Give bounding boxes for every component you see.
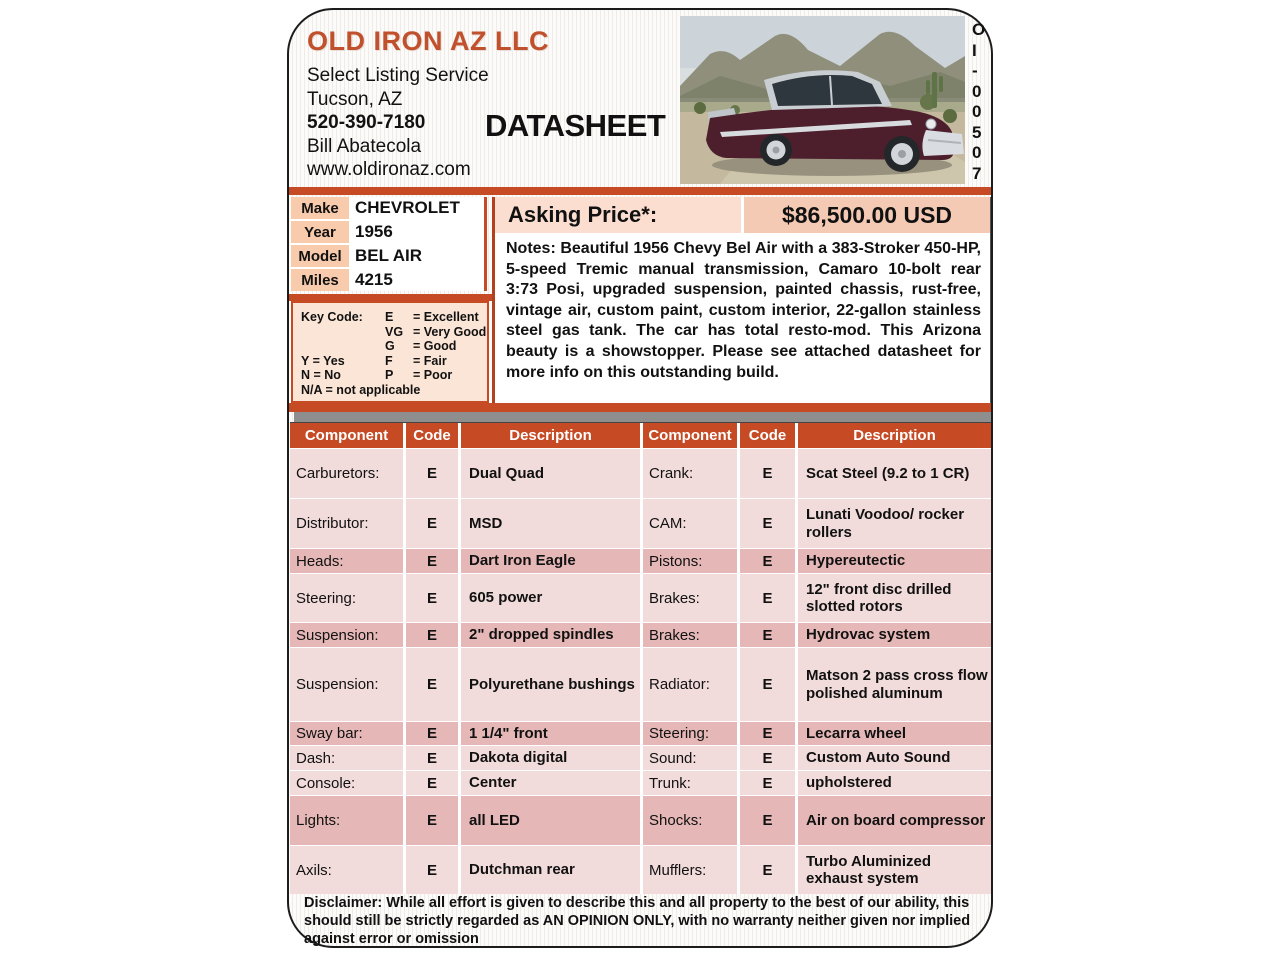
component-cell: Shocks: bbox=[643, 796, 737, 845]
description-cell: Center bbox=[461, 771, 640, 795]
asking-price-value: $86,500.00 USD bbox=[744, 197, 990, 233]
code-cell: E bbox=[740, 771, 795, 795]
component-cell: Sound: bbox=[643, 746, 737, 770]
code-cell: E bbox=[740, 574, 795, 622]
keycode-left bbox=[301, 340, 385, 354]
vehicle-field-value: CHEVROLET bbox=[351, 197, 482, 219]
description-cell: 1 1/4" front bbox=[461, 722, 640, 745]
keycode-meaning: = Excellent bbox=[413, 310, 479, 324]
stock-number bbox=[972, 20, 990, 184]
vehicle-field-value: 1956 bbox=[351, 221, 482, 243]
description-cell: 12" front disc drilled slotted rotors bbox=[798, 574, 991, 622]
stock-number-char: 0 bbox=[972, 81, 982, 101]
divider-bar-top bbox=[289, 187, 991, 195]
code-cell: E bbox=[406, 846, 458, 894]
description-cell: Air on board compressor bbox=[798, 796, 991, 845]
key-code-grid bbox=[301, 310, 487, 397]
code-cell: E bbox=[740, 449, 795, 498]
vehicle-summary-table bbox=[291, 197, 487, 291]
component-cell: Brakes: bbox=[643, 574, 737, 622]
divider-shadow-bar bbox=[294, 412, 991, 422]
key-code-legend bbox=[291, 301, 489, 403]
code-cell: E bbox=[406, 648, 458, 721]
component-cell: Sway bar: bbox=[290, 722, 403, 745]
vehicle-field-label: Miles bbox=[291, 269, 349, 291]
description-cell: Polyurethane bushings bbox=[461, 648, 640, 721]
table-header-cell: Code bbox=[740, 423, 795, 448]
description-cell: 605 power bbox=[461, 574, 640, 622]
stock-number-char: O bbox=[972, 20, 986, 39]
keycode-left bbox=[301, 326, 385, 340]
description-cell: Dakota digital bbox=[461, 746, 640, 770]
company-name: OLD IRON AZ LLC bbox=[307, 26, 549, 56]
stock-number-char: 0 bbox=[972, 102, 982, 121]
description-cell: upholstered bbox=[798, 771, 991, 795]
vehicle-field-label: Year bbox=[291, 221, 349, 243]
code-cell: E bbox=[740, 722, 795, 745]
table-header-cell: Description bbox=[798, 423, 991, 448]
photo-car-headlight bbox=[926, 119, 936, 129]
asking-price-label: Asking Price*: bbox=[495, 197, 741, 233]
stock-number-char: 0 bbox=[972, 143, 982, 162]
code-cell: E bbox=[406, 499, 458, 548]
stock-number-char: 5 bbox=[972, 122, 982, 142]
component-cell: Suspension: bbox=[290, 648, 403, 721]
keycode-code: F bbox=[385, 353, 393, 368]
code-cell: E bbox=[740, 499, 795, 548]
company-website: www.oldironaz.com bbox=[307, 159, 471, 180]
description-cell: Hydrovac system bbox=[798, 623, 991, 647]
code-cell: E bbox=[740, 623, 795, 647]
code-cell: E bbox=[406, 771, 458, 795]
description-cell: Dart Iron Eagle bbox=[461, 549, 640, 573]
divider-bar-left bbox=[289, 294, 493, 301]
keycode-meaning: = Poor bbox=[413, 368, 453, 382]
company-contact: Bill Abatecola bbox=[307, 135, 422, 157]
description-cell: Matson 2 pass cross flow polished aluminum bbox=[798, 648, 991, 721]
company-city: Tucson, AZ bbox=[307, 88, 403, 110]
description-cell: MSD bbox=[461, 499, 640, 548]
component-cell: Dash: bbox=[290, 746, 403, 770]
code-cell: E bbox=[406, 549, 458, 573]
description-cell: all LED bbox=[461, 796, 640, 845]
code-cell: E bbox=[406, 574, 458, 622]
notes-paragraph: Notes: Beautiful 1956 Chevy Bel Air with a 383-Stroker 450-HP, 5-speed Tremic manual transmission, Camaro 10-bolt rear 3:73 Posi, upgraded suspension, painted chassis, rust-free, vintage air, custom paint, custom interior, 22-gallon stainless steel gas tank. The car has total resto-mod. This Arizona beauty is a showstopper. Please see attached datasheet for more info on this outstanding build. bbox=[495, 236, 990, 403]
description-cell: Lunati Voodoo/ rocker rollers bbox=[798, 499, 991, 548]
stock-number-char: - bbox=[972, 61, 978, 80]
table-header-cell: Component bbox=[643, 423, 737, 448]
vehicle-photo bbox=[680, 16, 965, 184]
divider-bar-bottom bbox=[289, 403, 991, 412]
component-cell: Heads: bbox=[290, 549, 403, 573]
code-cell: E bbox=[406, 449, 458, 498]
company-block bbox=[307, 26, 549, 182]
code-cell: E bbox=[740, 549, 795, 573]
table-header-cell: Component bbox=[290, 423, 403, 448]
table-header-cell: Description bbox=[461, 423, 640, 448]
component-cell: Console: bbox=[290, 771, 403, 795]
price-notes-box bbox=[492, 197, 991, 403]
photo-cactus bbox=[932, 72, 937, 108]
component-cell: Steering: bbox=[290, 574, 403, 622]
keycode-left: N = No bbox=[301, 368, 341, 382]
keycode-code: E bbox=[385, 310, 394, 324]
code-cell: E bbox=[740, 648, 795, 721]
vehicle-field-label: Make bbox=[291, 197, 349, 219]
company-service: Select Listing Service bbox=[307, 65, 489, 86]
company-phone: 520-390-7180 bbox=[307, 112, 426, 133]
datasheet-card bbox=[287, 8, 993, 948]
component-cell: Lights: bbox=[290, 796, 403, 845]
vehicle-field-value: BEL AIR bbox=[351, 245, 482, 267]
table-header-cell: Code bbox=[406, 423, 458, 448]
description-cell: Custom Auto Sound bbox=[798, 746, 991, 770]
component-cell: Axils: bbox=[290, 846, 403, 894]
description-cell: Dual Quad bbox=[461, 449, 640, 498]
component-cell: Brakes: bbox=[643, 623, 737, 647]
asking-price-row bbox=[495, 197, 990, 233]
stock-number-char: 7 bbox=[972, 163, 982, 183]
code-cell: E bbox=[406, 796, 458, 845]
keycode-code: P bbox=[385, 368, 394, 382]
disclaimer-text: Disclaimer: While all effort is given to describe this and all property to the best of our ability, this should still be strictly regarded as AN OPINION ONLY, with no warranty neither given nor implied against error or omission bbox=[304, 895, 971, 947]
component-cell: Trunk: bbox=[643, 771, 737, 795]
description-cell: Turbo Aluminized exhaust system bbox=[798, 846, 991, 894]
description-cell: Lecarra wheel bbox=[798, 722, 991, 745]
datasheet-title: DATASHEET bbox=[485, 108, 666, 143]
keycode-code: G bbox=[385, 339, 395, 353]
component-cell: Crank: bbox=[643, 449, 737, 498]
component-cell: Pistons: bbox=[643, 549, 737, 573]
keycode-left: N/A = not applicable bbox=[301, 382, 421, 397]
description-cell: Scat Steel (9.2 to 1 CR) bbox=[798, 449, 991, 498]
component-cell: Steering: bbox=[643, 722, 737, 745]
keycode-left: Key Code: bbox=[301, 310, 363, 324]
component-cell: Carburetors: bbox=[290, 449, 403, 498]
keycode-code: VG bbox=[385, 324, 404, 339]
keycode-meaning: = Fair bbox=[413, 353, 447, 368]
description-cell: Dutchman rear bbox=[461, 846, 640, 894]
component-cell: Mufflers: bbox=[643, 846, 737, 894]
description-cell: Hypereutectic bbox=[798, 549, 991, 573]
code-cell: E bbox=[406, 722, 458, 745]
component-cell: Distributor: bbox=[290, 499, 403, 548]
component-cell: Suspension: bbox=[290, 623, 403, 647]
code-cell: E bbox=[740, 746, 795, 770]
vehicle-field-label: Model bbox=[291, 245, 349, 267]
description-cell: 2" dropped spindles bbox=[461, 623, 640, 647]
keycode-meaning: = Very Good bbox=[413, 324, 487, 339]
vehicle-field-value: 4215 bbox=[351, 269, 482, 291]
stock-number-char: I bbox=[972, 40, 977, 60]
keycode-meaning: = Good bbox=[413, 339, 457, 353]
code-cell: E bbox=[406, 623, 458, 647]
components-table bbox=[290, 422, 991, 894]
component-cell: Radiator: bbox=[643, 648, 737, 721]
component-cell: CAM: bbox=[643, 499, 737, 548]
code-cell: E bbox=[740, 796, 795, 845]
code-cell: E bbox=[740, 846, 795, 894]
keycode-left: Y = Yes bbox=[301, 353, 345, 368]
code-cell: E bbox=[406, 746, 458, 770]
